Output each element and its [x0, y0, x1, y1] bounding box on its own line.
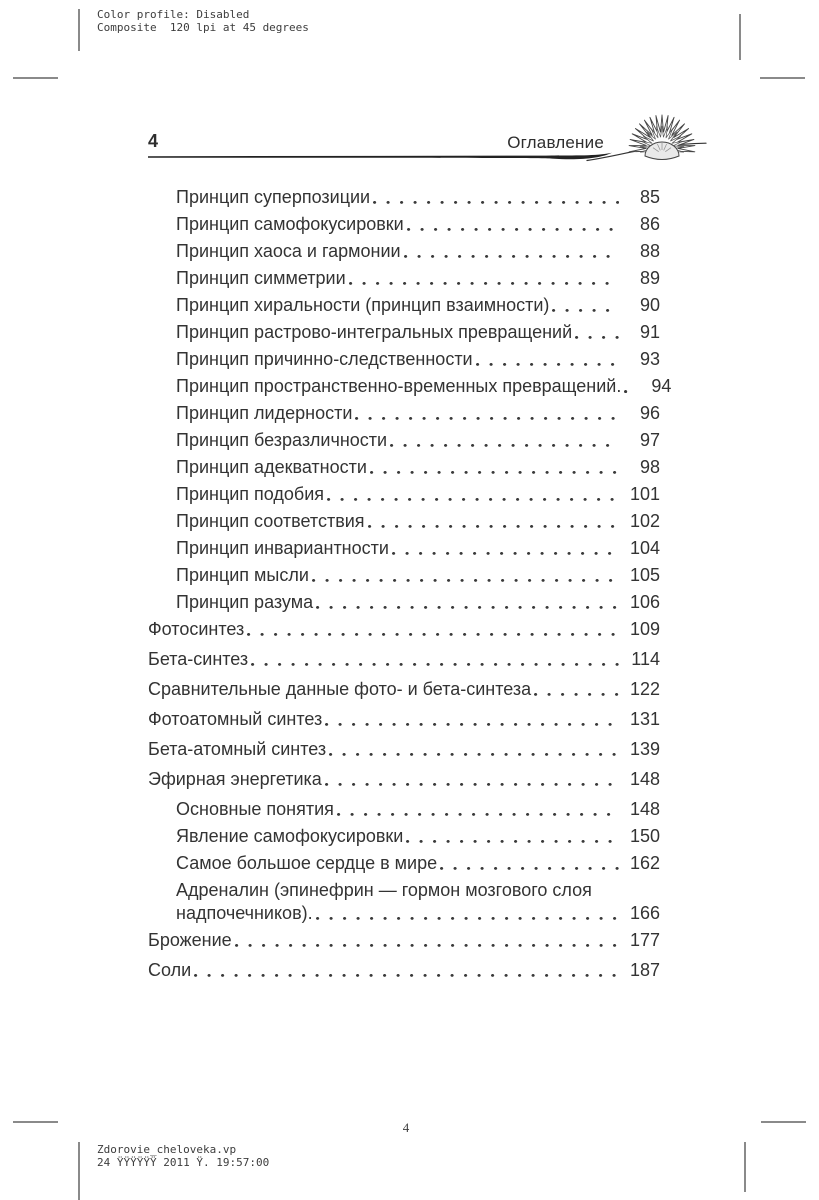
toc-entry-page: 89: [639, 268, 660, 288]
toc-entry-page: 177: [629, 930, 660, 950]
dot-leader: [368, 510, 619, 533]
dot-leader: [316, 902, 619, 925]
toc-entry: [148, 879, 660, 925]
toc-entry-page: 148: [629, 799, 660, 819]
toc-entry: [148, 738, 660, 761]
header-rule: [148, 153, 612, 159]
dot-leader: [440, 852, 619, 875]
toc-entry: [148, 591, 660, 614]
running-head-title: Оглавление: [507, 133, 604, 152]
toc-entry-label: Принцип подобия: [176, 484, 325, 504]
toc-entry-label: Эфирная энергетика: [148, 769, 322, 789]
toc-entry-page: 162: [629, 853, 660, 873]
dot-leader: [390, 429, 619, 452]
toc-entry: [148, 678, 660, 701]
toc-entry-page: 90: [639, 295, 660, 315]
toc-entry-label: Сравнительные данные фото- и бета-синтеза: [148, 679, 532, 699]
toc-entry: [148, 294, 660, 317]
dot-leader: [312, 564, 619, 587]
toc-entry: [148, 959, 660, 982]
toc-entry-page: 131: [629, 709, 660, 729]
dot-leader: [406, 825, 619, 848]
dot-leader: [552, 294, 619, 317]
toc-entry-page: 105: [629, 565, 660, 585]
toc-entry: [148, 321, 660, 344]
toc-entry-label: Принцип лидерности: [176, 403, 353, 423]
toc-entry: [148, 348, 660, 371]
dot-leader: [325, 708, 619, 731]
dot-leader: [404, 240, 619, 263]
toc-entry-page: 91: [639, 322, 660, 342]
toc-entry-page: 139: [629, 739, 660, 759]
toc-entry-label: Принцип растрово-интегральных превращений: [176, 322, 573, 342]
dot-leader: [235, 929, 619, 952]
toc-entry-label: Принцип хиральности (принцип взаимности): [176, 295, 550, 315]
toc-entry-label: Принцип самофокусировки: [176, 214, 404, 234]
toc-entry-label: Принцип мысли: [176, 565, 309, 585]
toc-entry-page: 96: [639, 403, 660, 423]
prepress-note-bottom-line2: 24 ŸŸŸŸŸŸ 2011 Ÿ. 19:57:00: [97, 1155, 270, 1169]
dot-leader: [392, 537, 619, 560]
toc-entry: [148, 708, 660, 731]
toc-entry-page: 122: [629, 679, 660, 699]
toc-entry: [148, 483, 660, 506]
toc-entry: [148, 564, 660, 587]
toc-entry-page: 94: [651, 376, 672, 396]
prepress-note-bottom-line1: Zdorovie_cheloveka.vp: [97, 1143, 237, 1156]
toc-entry-label: Принцип разума: [176, 592, 314, 612]
toc-entry-label: Принцип инвариантности: [176, 538, 389, 558]
toc-entry-label: Принцип суперпозиции: [176, 187, 371, 207]
dot-leader: [247, 618, 619, 641]
toc-entry-page: 106: [629, 592, 660, 612]
sunflower-icon: [629, 115, 695, 160]
toc-entry: [148, 402, 660, 425]
toc-entry: [148, 648, 660, 671]
dot-leader: [194, 959, 619, 982]
toc-entry: [148, 537, 660, 560]
toc-entry: [148, 852, 660, 875]
dot-leader: [329, 738, 619, 761]
toc-entry: [148, 267, 660, 290]
toc-entry-label: Самое большое сердце в мире: [176, 853, 438, 873]
toc-entry-page: 98: [639, 457, 660, 477]
toc-entry: [148, 456, 660, 479]
dot-leader: [349, 267, 619, 290]
toc-entry-label: Принцип адекватности: [176, 457, 367, 477]
toc-entry-page: 97: [639, 430, 660, 450]
toc-entry-label: Принцип соответствия: [176, 511, 365, 531]
dot-leader: [337, 798, 619, 821]
toc-entry-label: Брожение: [148, 930, 232, 950]
dot-leader: [373, 186, 619, 209]
toc-entry-label: Принцип безразличности: [176, 430, 388, 450]
toc-entry-label: Явление самофокусировки: [176, 826, 404, 846]
dot-leader: [534, 678, 619, 701]
toc-entry-page: 93: [639, 349, 660, 369]
toc-entry-label: Соли: [148, 960, 192, 980]
toc-entry-label: Адреналин (эпинефрин — гормон мозгового слоя: [176, 880, 592, 900]
dot-leader: [316, 591, 619, 614]
toc-entry-page: 150: [629, 826, 660, 846]
toc-entry-page: 187: [629, 960, 660, 980]
toc-entry: [148, 510, 660, 533]
toc-entry: [148, 213, 660, 236]
toc-entry-label: Принцип пространственно-временных превращений.: [176, 376, 622, 396]
toc-entry-page: 148: [629, 769, 660, 789]
toc-entry-line: [148, 879, 660, 902]
toc-entry-page: 114: [631, 649, 660, 669]
prepress-note-bottom: [97, 1144, 269, 1169]
toc-entry-page: 88: [639, 241, 660, 261]
header-rule-and-sunflower-icon: [146, 106, 712, 178]
toc-entry-page: 166: [629, 903, 660, 923]
prepress-note-top: [97, 9, 309, 34]
toc-entry-page: 104: [629, 538, 660, 558]
toc-entry-line: [148, 902, 660, 925]
toc-entry-page: 101: [629, 484, 660, 504]
toc-entry: [148, 429, 660, 452]
toc-entry-label: Принцип хаоса и гармонии: [176, 241, 401, 261]
prepress-note-top-line1: Color profile: Disabled: [97, 8, 250, 21]
folio-page-number: 4: [402, 1120, 410, 1135]
toc-entry: [148, 768, 660, 791]
toc-entry-label: надпочечников).: [176, 903, 313, 923]
crop-mark-bottom-right-vertical: [744, 1142, 746, 1192]
crop-mark-top-left-horizontal: [13, 77, 58, 79]
toc-entry: [148, 825, 660, 848]
crop-mark-top-left-vertical: [78, 9, 80, 51]
crop-mark-bottom-left-horizontal: [13, 1121, 58, 1123]
toc-entry-label: Фотоатомный синтез: [148, 709, 323, 729]
toc-entry: [148, 240, 660, 263]
dot-leader: [355, 402, 619, 425]
dot-leader: [476, 348, 619, 371]
toc-entry: [148, 375, 672, 398]
prepress-note-top-line2: Composite 120 lpi at 45 degrees: [97, 20, 309, 34]
dot-leader: [325, 768, 619, 791]
crop-mark-bottom-right-horizontal: [761, 1121, 806, 1123]
crop-mark-bottom-left-vertical: [78, 1142, 80, 1200]
toc-entry-page: 85: [639, 187, 660, 207]
toc-entry: [148, 186, 660, 209]
dot-leader: [327, 483, 619, 506]
table-of-contents: [148, 186, 672, 989]
crop-mark-top-right-horizontal: [760, 77, 805, 79]
toc-entry-label: Бета-синтез: [148, 649, 249, 669]
dot-leader: [370, 456, 619, 479]
toc-entry-label: Бета-атомный синтез: [148, 739, 327, 759]
dot-leader: [575, 321, 619, 344]
running-head-page-number: 4: [148, 131, 159, 151]
toc-entry: [148, 618, 660, 641]
toc-entry-label: Принцип причинно-следственности: [176, 349, 473, 369]
dot-leader: [624, 375, 630, 398]
toc-entry-page: 102: [629, 511, 660, 531]
crop-mark-top-right-vertical: [739, 14, 741, 60]
toc-entry-page: 86: [639, 214, 660, 234]
toc-entry: [148, 798, 660, 821]
dot-leader: [407, 213, 619, 236]
dot-leader: [251, 648, 619, 671]
toc-entry-page: 109: [629, 619, 660, 639]
toc-entry-label: Фотосинтез: [148, 619, 245, 639]
toc-entry: [148, 929, 660, 952]
toc-entry-label: Основные понятия: [176, 799, 334, 819]
toc-entry-label: Принцип симметрии: [176, 268, 346, 288]
